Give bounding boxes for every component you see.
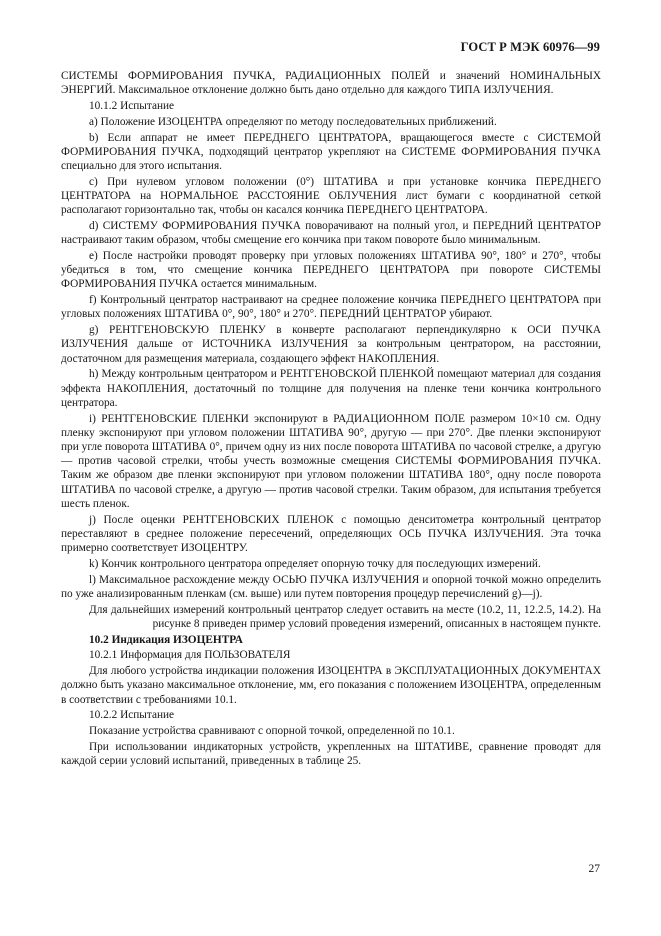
paragraph: а) Положение ИЗОЦЕНТРА определяют по методу последовательных приближений. [89,115,497,128]
paragraph: d) СИСТЕМУ ФОРМИРОВАНИЯ ПУЧКА поворачивают на полный угол, и ПЕРЕДНИЙ ЦЕНТРАТОР настраивают таким образом, чтобы смещение его кончика при таком повороте было минимальным. [61,220,601,247]
paragraph: Для дальнейших измерений контрольный центратор следует оставить на месте (10.2, 11, 12.2.5, 14.2). На рисунке 8 приведен пример условий проведения измерений, описанных в настоящем пункте. [89,603,601,630]
paragraph: При использовании индикаторных устройств, укрепленных на ШТАТИВЕ, сравнение проводят для каждой серии условий испытаний, приведенных в таблице 25. [61,741,601,768]
paragraph: 10.2.2 Испытание [89,709,175,722]
paragraph: l) Максимальное расхождение между ОСЬЮ ПУЧКА ИЗЛУЧЕНИЯ и опорной точкой можно определить по уже анализированным пленкам (см. выше) или путем повторения процедур перечислений g)—j). [61,573,601,600]
paragraph: 10.1.2 Испытание [89,100,175,112]
paragraph: b) Если аппарат не имеет ПЕРЕДНЕГО ЦЕНТРАТОРА, вращающегося вместе с СИСТЕМОЙ ФОРМИРОВАНИЯ ПУЧКА, подходящий центратор укрепляют на СИСТЕМЕ ФОРМИРОВАНИЯ ПУЧКА специально для этого испытания. [61,131,601,172]
paragraph: k) Кончик контрольного центратора определяет опорную точку для последующих измерений. [89,557,541,570]
paragraph: h) Между контрольным центратором и РЕНТГЕНОВСКОЙ ПЛЕНКОЙ помещают материал для создания эффекта НАКОПЛЕНИЯ, достаточный по толщине для получения на пленке тени кончика контрольного центратора. [61,368,601,409]
paragraph: i) РЕНТГЕНОВСКИЕ ПЛЕНКИ экспонируют в РАДИАЦИОННОМ ПОЛЕ размером 10×10 см. Одну пленку экспонируют при угловом положении ШТАТИВА 90°, другую — при 270°. Две пленки экспонируют при угле поворота ШТАТИВА 0°, причем одну из них после поворота ШТАТИВА по часовой стрелке, а другую — против часовой стрелки, чтобы учесть возможные смещения СИСТЕМЫ ФОРМИРОВАНИЯ ПУЧКА. Таким же образом две пленки экспонируют при угловом положении ШТАТИВА 180°, одну после поворота ШТАТИВА по часовой стрелке, а другую — против часовой стрелки. Таким образом, для испытания требуется шесть пленок. [61,412,601,510]
paragraph: j) После оценки РЕНТГЕНОВСКИХ ПЛЕНОК с помощью денситометра контрольный центратор переставляют в среднее положение пересечений, определяющих ОСЬ ПУЧКА ИЗЛУЧЕНИЯ. Эта точка примерно соответствует ИЗОЦЕНТРУ. [61,513,601,555]
standard-header: ГОСТ Р МЭК 60976—99 [460,40,600,54]
paragraph: с) При нулевом угловом положении (0°) ШТАТИВА и при установке кончика ПЕРЕДНЕГО ЦЕНТРАТОРА на НОРМАЛЬНОЕ РАССТОЯНИЕ ОБЛУЧЕНИЯ лист бумаги с координатной сеткой располагают горизонтально так, чтобы он касался кончика ПЕРЕДНЕГО ЦЕНТРАТОРА. [61,175,601,217]
page-number: 27 [588,863,600,875]
paragraph: 10.2.1 Информация для ПОЛЬЗОВАТЕЛЯ [89,649,291,662]
paragraph: СИСТЕМЫ ФОРМИРОВАНИЯ ПУЧКА, РАДИАЦИОННЫХ ПОЛЕЙ и значений НОМИНАЛЬНЫХ ЭНЕРГИЙ. Максимальное отклонение должно быть дано отдельно для каждого ТИПА ИЗЛУЧЕНИЯ. [61,70,601,97]
body-text [61,69,601,770]
paragraph: g) РЕНТГЕНОВСКУЮ ПЛЕНКУ в конверте располагают перпендикулярно к ОСИ ПУЧКА ИЗЛУЧЕНИЯ дальше от ИСТОЧНИКА ИЗЛУЧЕНИЯ за контрольным центратором, на расстоянии, достаточном для размещения материала, создающего эффект НАКОПЛЕНИЯ. [61,324,601,365]
section-heading: 10.2 Индикация ИЗОЦЕНТРА [89,633,243,646]
paragraph: Для любого устройства индикации положения ИЗОЦЕНТРА в ЭКСПЛУАТАЦИОННЫХ ДОКУМЕНТАХ должно быть указано максимальное отклонение, мм, его показания с положением ИЗОЦЕНТРА, определенным в соответствии с требованиями 10.1. [61,665,601,706]
paragraph: f) Контрольный центратор настраивают на среднее положение кончика ПЕРЕДНЕГО ЦЕНТРАТОРА при угловых положениях ШТАТИВА 0°, 90°, 180° и 270°. ПЕРЕДНИЙ ЦЕНТРАТОР убирают. [61,294,601,321]
paragraph: Показание устройства сравнивают с опорной точкой, определенной по 10.1. [89,725,455,738]
paragraph: е) После настройки проводят проверку при угловых положениях ШТАТИВА 90°, 180° и 270°, чтобы убедиться в том, что смещение кончика ПЕРЕДНЕГО ЦЕНТРАТОРА при повороте СИСТЕМЫ ФОРМИРОВАНИЯ ПУЧКА остается минимальным. [61,250,601,291]
